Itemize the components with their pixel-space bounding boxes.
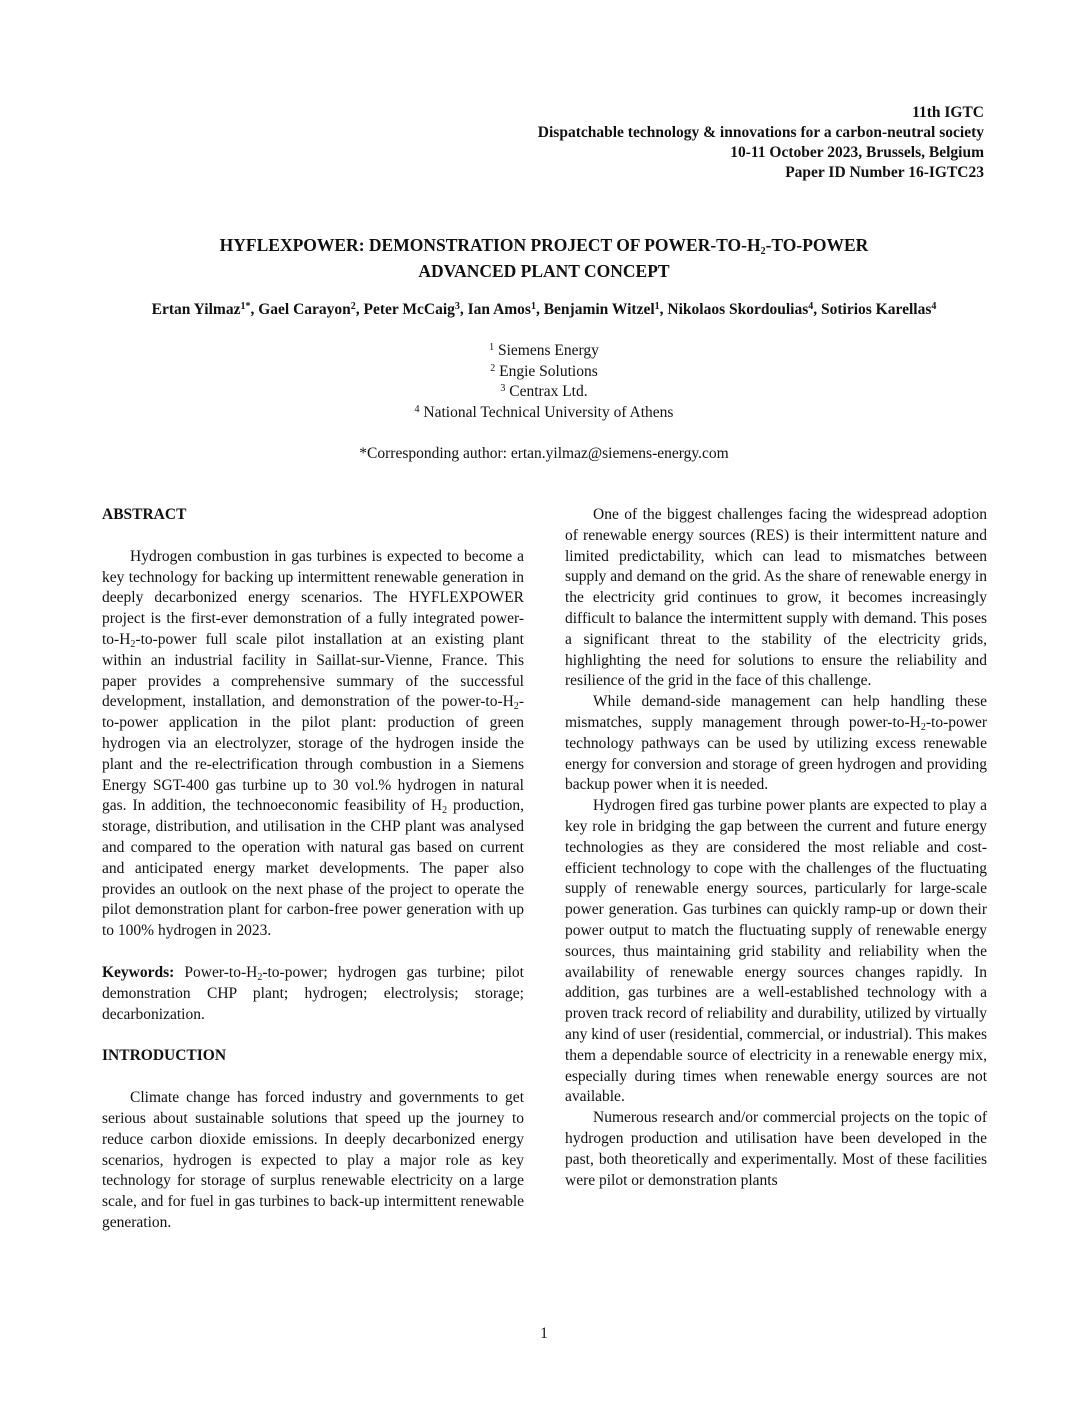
- conference-date-location: 10-11 October 2023, Brussels, Belgium: [730, 144, 984, 161]
- keywords-label: Keywords:: [102, 963, 175, 981]
- author-name: Nikolaos Skordoulias: [667, 301, 809, 318]
- author-name: Benjamin Witzel: [543, 301, 655, 318]
- corresponding-author: *Corresponding author: ertan.yilmaz@siemens-energy.com: [359, 445, 729, 462]
- title-line-2: ADVANCED PLANT CONCEPT: [418, 261, 670, 281]
- affiliation-number: 1: [489, 342, 495, 353]
- paper-id: Paper ID Number 16-IGTC23: [785, 164, 984, 181]
- title-line-1: HYFLEXPOWER: DEMONSTRATION PROJECT OF POWER-$TO-H_2-TO$-POWER: [219, 235, 869, 257]
- affiliation-item: [0, 362, 1088, 383]
- affiliation-name: Centrax Ltd.: [505, 383, 588, 400]
- affiliation-item: [0, 341, 1088, 362]
- author-affiliation-mark: 3: [454, 301, 460, 312]
- intro-paragraph-5: Numerous research and/or commercial projects on the topic of hydrogen production and utilisation have been developed in the past, both theoretically and experimentally. Most of these facilities were pilot or demonstration plants: [565, 1109, 987, 1189]
- author-separator: ,: [813, 301, 821, 318]
- author-affiliation-mark: 4: [931, 301, 937, 312]
- left-column: [102, 505, 524, 1234]
- page-number: 1: [540, 1325, 548, 1342]
- author-affiliation-mark: 4: [808, 301, 814, 312]
- author-separator: ,: [250, 301, 259, 318]
- intro-paragraph-2: One of the biggest challenges facing the widespread adoption of renewable energy sources (RES) is their intermittent nature and limited predictability, which can lead to mismatches between supply and demand on the grid. As the share of renewable energy in the electricity grid continues to grow, it becomes increasingly difficult to balance the intermittent supply with demand. This poses a significant threat to the stability of the electricity grids, highlighting the need for solutions to ensure the reliability and resilience of the grid in the face of this challenge.: [565, 506, 987, 690]
- conference-header: [538, 103, 984, 183]
- affiliation-name: Siemens Energy: [494, 342, 599, 359]
- introduction-heading: INTRODUCTION: [102, 1047, 227, 1065]
- author-affiliation-mark: 1: [654, 301, 660, 312]
- affiliation-number: 4: [414, 403, 420, 415]
- author-affiliation-mark: 1*: [240, 301, 251, 312]
- paper-title: [0, 232, 1088, 284]
- author-separator: ,: [535, 301, 544, 318]
- author-name: Sotirios Karellas: [820, 301, 932, 318]
- keywords: Keywords: Power-$to-H_2-to$-power; hydrogen gas turbine; pilot demonstration CHP plant; hydrogen; electrolysis; storage; decarbonization.: [102, 963, 524, 1023]
- author-name: Gael Carayon: [258, 301, 351, 318]
- abstract-paragraph: Hydrogen combustion in gas turbines is expected to become a key technology for backing up intermittent renewable generation in deeply decarbonized energy scenarios. The HYFLEXPOWER project is the first-ever demonstration of a fully integrated power-$to-H_2-to$-power full scale pilot installation at an existing plant within an industrial facility in Saillat-sur-Vienne, France. This paper provides a comprehensive summary of the successful development, installation, and demonstration of the power-$to-H_2-to$-power application in the pilot plant: production of green hydrogen via an electrolyzer, storage of the hydrogen inside the plant and the re-electrification through combustion in a Siemens Energy SGT-400 gas turbine up to 30 vol.% hydrogen in natural gas. In addition, the technoeconomic feasibility of $H_2$ production, storage, distribution, and utilisation in the CHP plant was analysed and compared to the operation with natural gas based on current and anticipated energy market developments. The paper also provides an outlook on the next phase of the project to operate the pilot demonstration plant for carbon-free power generation with up to 100% hydrogen in 2023.: [102, 547, 524, 940]
- author-separator: ,: [659, 301, 668, 318]
- right-column: [565, 505, 987, 1191]
- affiliation-item: [0, 382, 1088, 403]
- author-name: Ertan Yilmaz: [151, 301, 241, 318]
- intro-paragraph-1: Climate change has forced industry and governments to get serious about sustainable solutions that speed up the journey to reduce carbon dioxide emissions. In deeply decarbonized energy scenarios, hydrogen is expected to play a major role as key technology for storage of surplus renewable electricity on a large scale, and for fuel in gas turbines to back-up intermittent renewable generation.: [102, 1089, 524, 1231]
- affiliation-name: National Technical University of Athens: [419, 403, 674, 421]
- conference-theme: Dispatchable technology & innovations for a carbon-neutral society: [537, 124, 984, 141]
- affiliation-number: 3: [500, 383, 506, 394]
- conference-name: 11th IGTC: [912, 104, 984, 121]
- affiliation-number: 2: [490, 362, 496, 374]
- author-list: [60, 300, 1028, 320]
- author-affiliation-mark: 2: [350, 301, 356, 312]
- author-separator: ,: [355, 301, 364, 318]
- author-name: Ian Amos: [467, 301, 531, 318]
- author-affiliation-mark: 1: [530, 301, 536, 312]
- author-name: Peter McCaig: [363, 301, 455, 318]
- affiliation-item: [0, 403, 1088, 424]
- affiliation-name: Engie Solutions: [495, 362, 598, 380]
- author-separator: ,: [459, 301, 468, 318]
- affiliation-list: [0, 341, 1088, 423]
- intro-paragraph-3: While demand-side management can help handling these mismatches, supply management through power-$to-H_2-to$-power technology pathways can be used by utilizing excess renewable energy for conversion and storage of green hydrogen and providing backup power when it is needed.: [565, 693, 987, 794]
- abstract-heading: ABSTRACT: [102, 506, 187, 523]
- intro-paragraph-4: Hydrogen fired gas turbine power plants are expected to play a key role in bridging the gap between the current and future energy technologies as they are considered the most reliable and cost-efficient technology to cope with the challenges of the fluctuating supply of renewable energy sources, particularly for large-scale power generation. Gas turbines can quickly ramp-up or down their power output to match the fluctuating supply of renewable energy sources, thus maintaining grid stability and reliability when the availability of renewable energy sources changes rapidly. In addition, gas turbines are a well-established technology with a proven track record of reliability and durability, utilized by virtually any kind of user (residential, commercial, or industrial). This makes them a dependable source of electricity in a renewable energy mix, especially during times when renewable energy sources are not available.: [565, 797, 987, 1106]
